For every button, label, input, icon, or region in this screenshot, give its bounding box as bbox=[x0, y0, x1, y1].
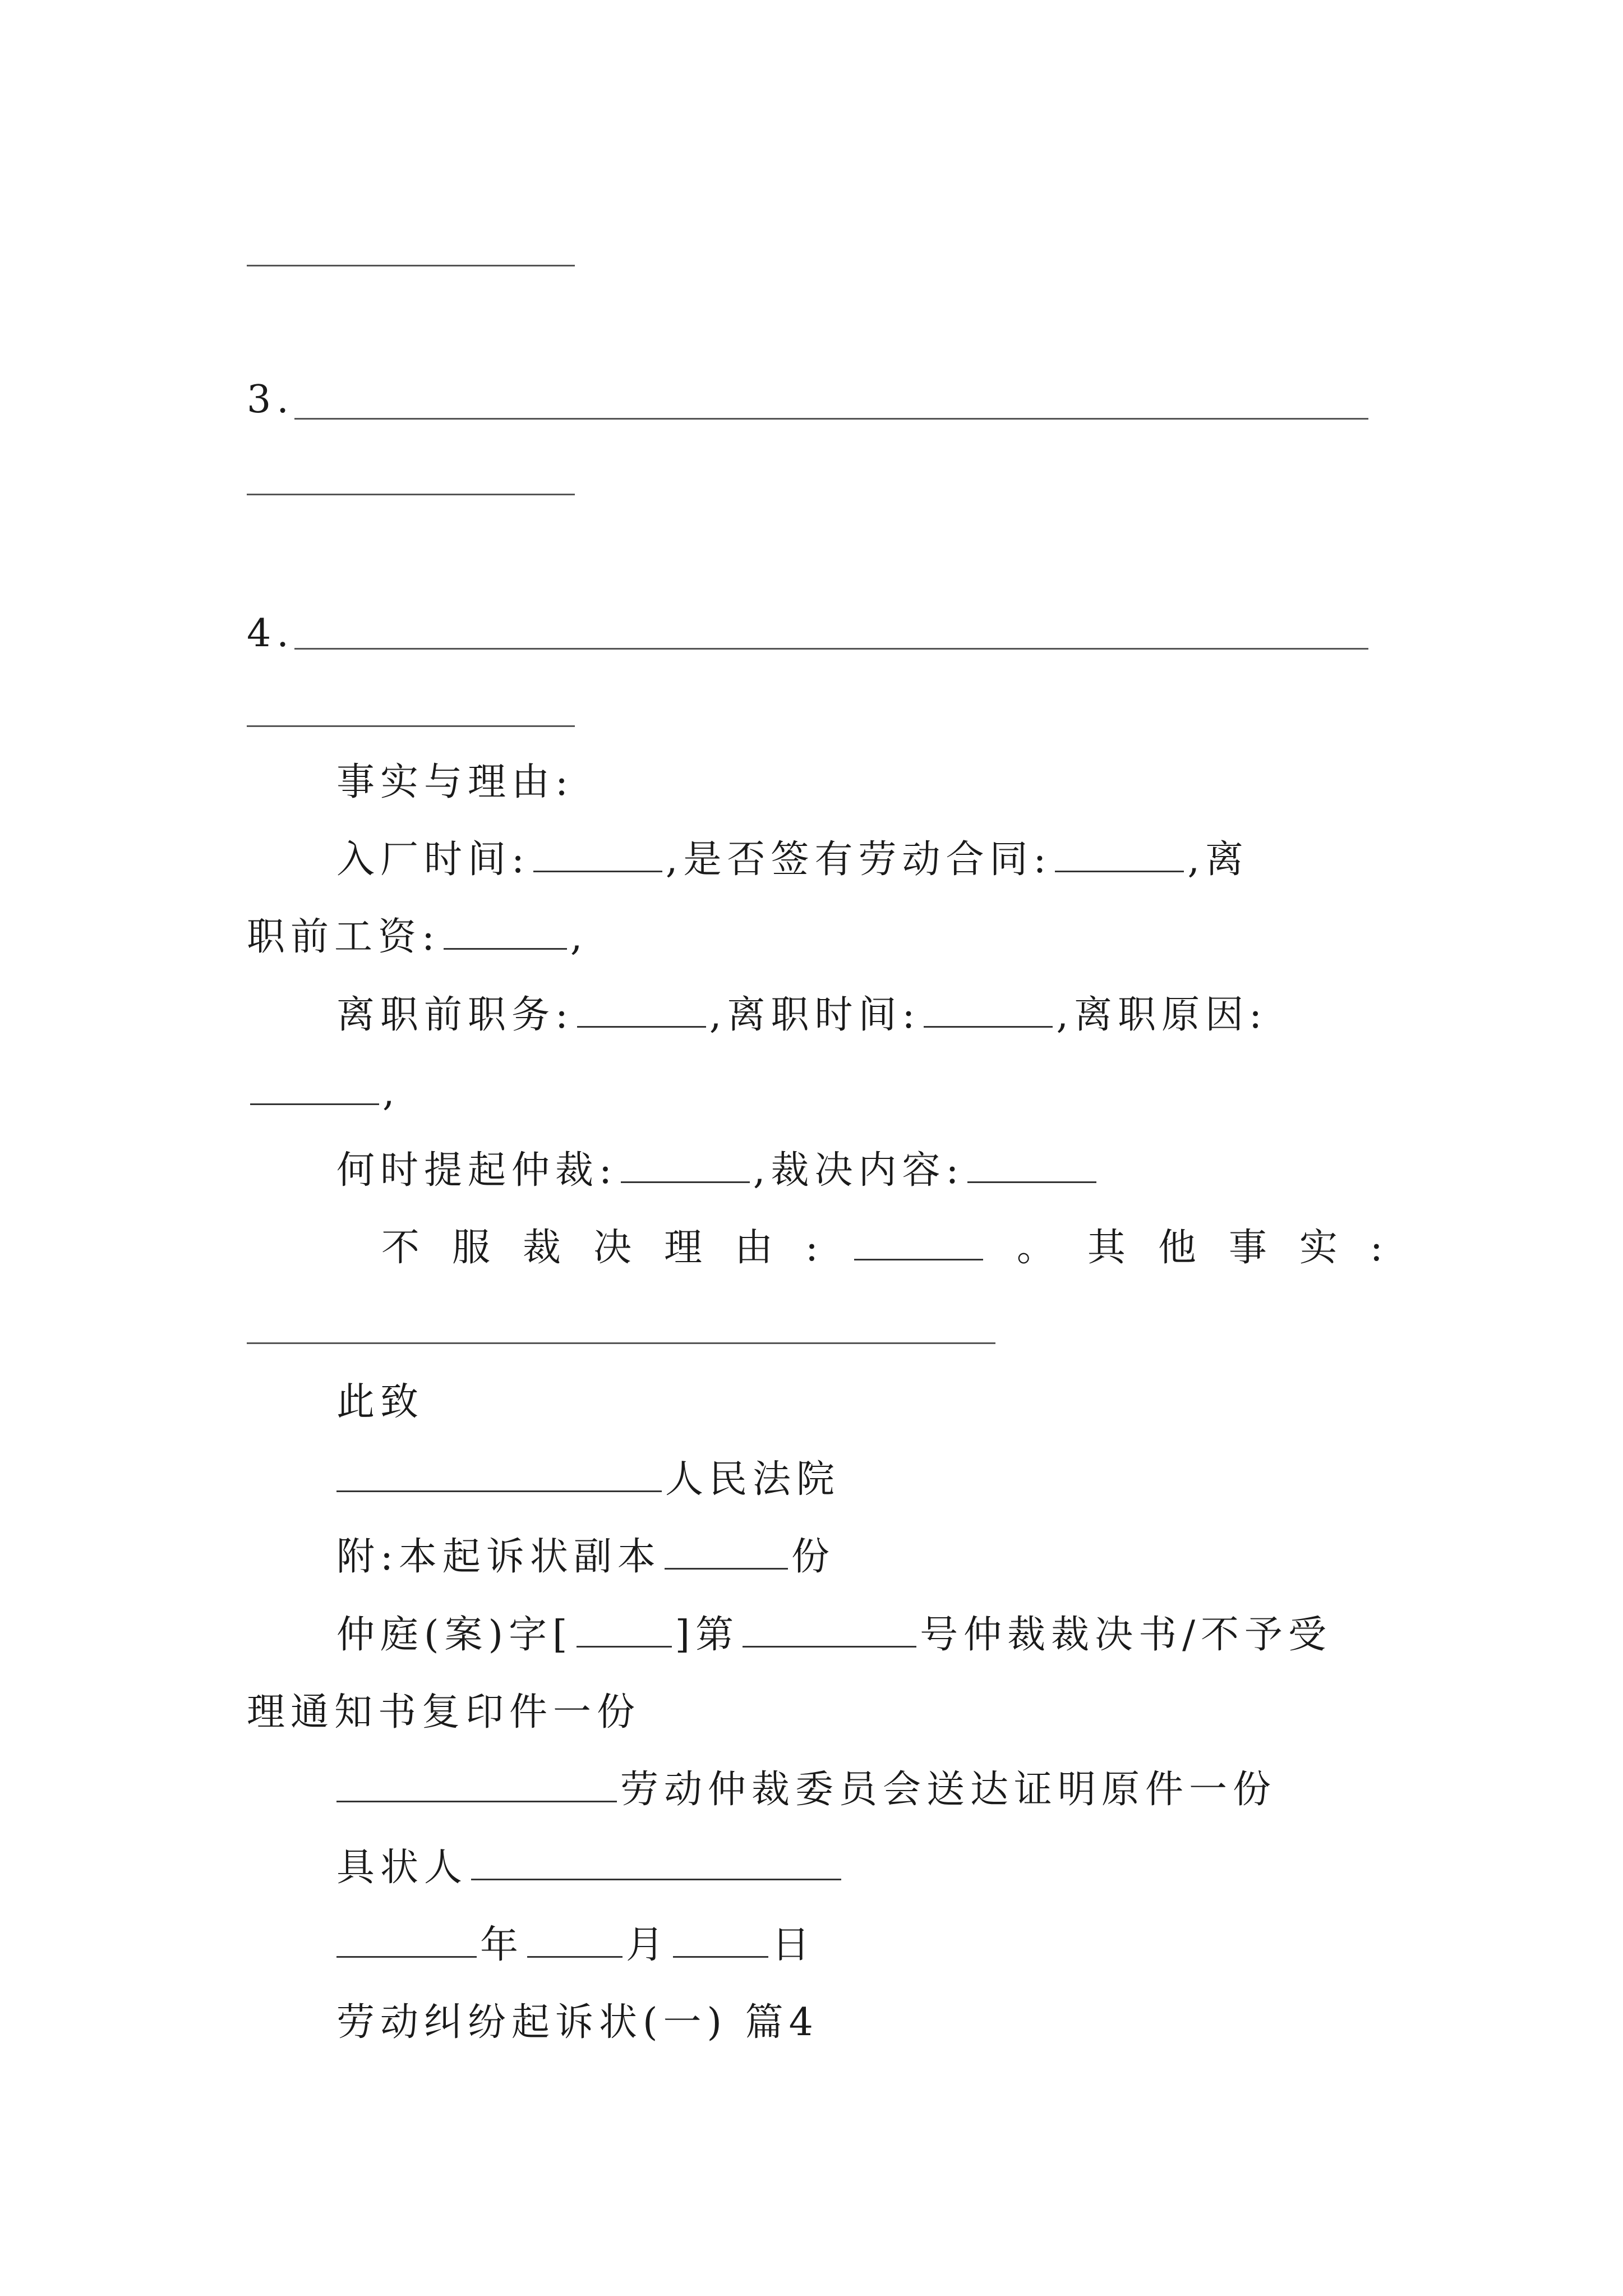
attachment-count-blank bbox=[665, 1534, 788, 1570]
entry-time-blank bbox=[533, 837, 662, 872]
leave-prefix: ,离 bbox=[1187, 838, 1249, 882]
arbitration-row bbox=[336, 1145, 1100, 1196]
leave-reason-label: ,离职原因: bbox=[1056, 993, 1267, 1037]
salutation: 此致 bbox=[336, 1380, 425, 1424]
case-line-2: 理通知书复印件一份 bbox=[247, 1690, 641, 1734]
year-blank bbox=[336, 1922, 477, 1958]
case-suffix: 号仲裁裁决书/不予受 bbox=[920, 1613, 1332, 1657]
court-name-blank bbox=[336, 1457, 662, 1492]
salary-row bbox=[247, 912, 588, 963]
item-3-blank-line bbox=[294, 418, 1368, 420]
signer-blank bbox=[471, 1845, 841, 1880]
case-row bbox=[336, 1610, 1332, 1660]
disagree-label: 不服裁决理由: bbox=[381, 1226, 851, 1270]
month-blank bbox=[527, 1922, 623, 1958]
entry-time-row bbox=[336, 835, 1249, 885]
leave-time-blank bbox=[924, 992, 1053, 1028]
signer-row bbox=[336, 1843, 845, 1893]
leave-reason-comma: , bbox=[382, 1070, 400, 1115]
leave-reason-row bbox=[247, 1068, 400, 1118]
attachment-suffix: 份 bbox=[791, 1535, 835, 1579]
facts-heading: 事实与理由: bbox=[336, 760, 574, 804]
leave-reason-blank bbox=[250, 1070, 379, 1105]
date-row bbox=[336, 1920, 815, 1971]
attachment-row bbox=[336, 1532, 835, 1582]
case-mid: ]第 bbox=[675, 1613, 740, 1657]
other-facts-blank-line bbox=[247, 1342, 995, 1344]
item-3-label: 3. bbox=[247, 378, 294, 422]
disagree-row bbox=[381, 1223, 1415, 1273]
month-label: 月 bbox=[626, 1923, 670, 1967]
court-suffix: 人民法院 bbox=[665, 1457, 841, 1502]
disagree-blank bbox=[854, 1225, 983, 1260]
case-prefix: 仲庭(案)字[ bbox=[336, 1613, 573, 1657]
arbitration-time-blank bbox=[621, 1148, 750, 1183]
day-blank bbox=[673, 1922, 768, 1958]
salary-label: 职前工资: bbox=[247, 915, 440, 959]
item-4-label: 4. bbox=[247, 611, 294, 656]
year-label: 年 bbox=[480, 1923, 524, 1967]
salary-blank bbox=[444, 914, 567, 950]
item-3-row bbox=[247, 375, 294, 425]
case-year-blank bbox=[577, 1612, 672, 1648]
position-label: 离职前职务: bbox=[336, 993, 574, 1037]
item-4-blank-line bbox=[294, 648, 1368, 650]
contract-blank bbox=[1055, 837, 1184, 872]
leave-time-label: ,离职时间: bbox=[709, 993, 921, 1037]
salary-comma: , bbox=[570, 915, 588, 959]
item-3-blank-line-2 bbox=[247, 494, 575, 495]
item-4-row bbox=[247, 609, 294, 659]
signer-label: 具状人 bbox=[336, 1846, 468, 1890]
entry-time-label: 入厂时间: bbox=[336, 838, 530, 882]
attachment-prefix: 附:本起诉状副本 bbox=[336, 1535, 661, 1579]
committee-row bbox=[336, 1765, 1276, 1815]
arbitration-time-label: 何时提起仲裁: bbox=[336, 1148, 617, 1193]
next-section-title: 劳动纠纷起诉状(一) 篇4 bbox=[336, 2000, 819, 2045]
continuation-blank-line bbox=[247, 265, 575, 266]
contract-label: ,是否签有劳动合同: bbox=[665, 838, 1052, 882]
position-blank bbox=[577, 992, 706, 1028]
committee-name-blank bbox=[336, 1767, 617, 1802]
committee-suffix: 劳动仲裁委员会送达证明原件一份 bbox=[620, 1768, 1277, 1812]
day-label: 日 bbox=[772, 1923, 816, 1967]
other-facts-label: 。其他事实: bbox=[1016, 1226, 1415, 1270]
ruling-content-blank bbox=[967, 1148, 1096, 1183]
court-row bbox=[336, 1455, 840, 1505]
position-row bbox=[336, 990, 1267, 1041]
case-number-blank bbox=[743, 1612, 916, 1648]
ruling-content-label: ,裁决内容: bbox=[753, 1148, 965, 1193]
item-4-blank-line-2 bbox=[247, 725, 575, 727]
